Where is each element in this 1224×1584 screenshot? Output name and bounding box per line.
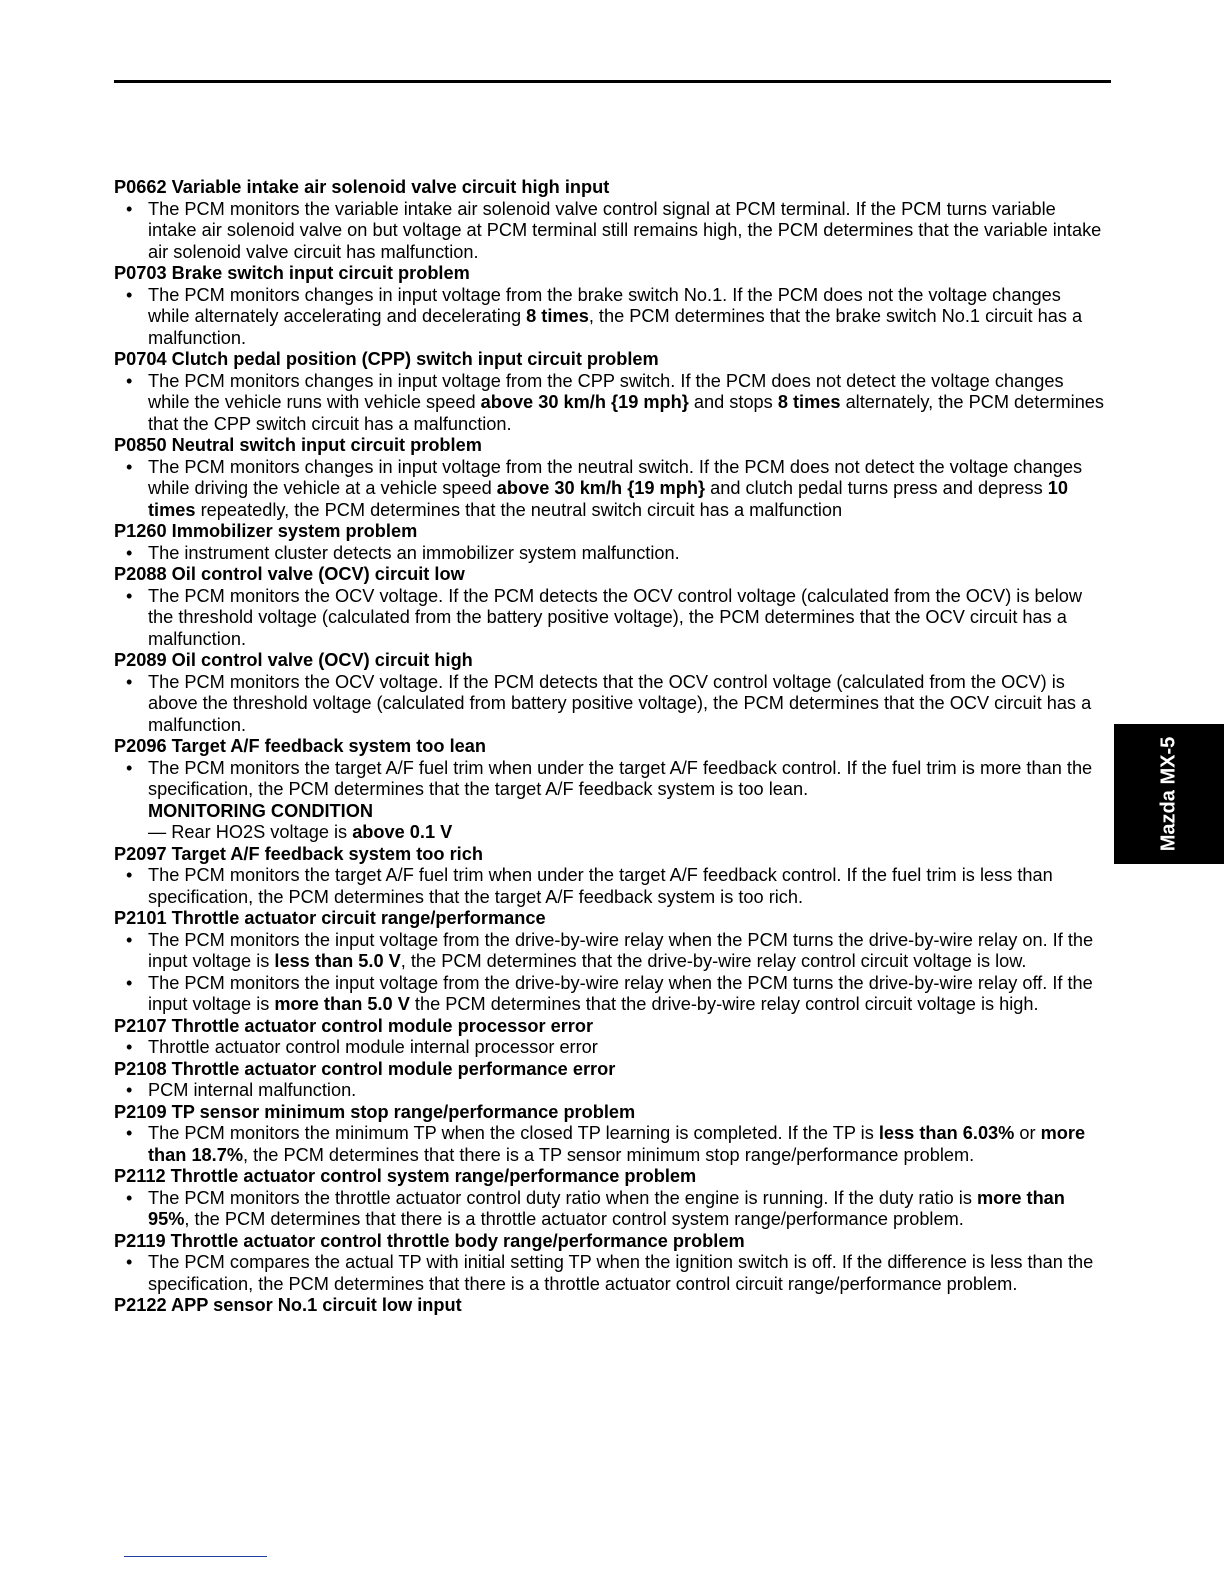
dtc-bullet-list xyxy=(114,285,1104,350)
dtc-bullet-item xyxy=(148,930,1104,973)
dtc-section-title: P2107 Throttle actuator control module processor error xyxy=(114,1015,594,1036)
dtc-bullet-item xyxy=(148,285,1104,350)
text-run: the PCM determines that the drive-by-wire relay control circuit voltage is high. xyxy=(409,994,1039,1014)
text-run: , the PCM determines that there is a throttle actuator control system range/performance problem. xyxy=(184,1209,964,1229)
dtc-bullet-item xyxy=(148,1080,1104,1102)
side-tab-label: Mazda MX-5 xyxy=(1157,736,1180,852)
monitoring-condition-heading: MONITORING CONDITION xyxy=(148,800,373,821)
text-run: Throttle actuator control module internal processor error xyxy=(148,1037,598,1057)
dtc-bullet-item xyxy=(148,865,1104,908)
dtc-bullet-item xyxy=(148,1252,1104,1295)
dtc-section-title: P2101 Throttle actuator circuit range/performance xyxy=(114,908,546,928)
emphasis-value: more than 95% xyxy=(148,1187,1065,1229)
dtc-bullet-item xyxy=(148,973,1104,1016)
dtc-section-title: P0850 Neutral switch input circuit problem xyxy=(114,435,482,455)
text-run: The PCM monitors the variable intake air solenoid valve control signal at PCM terminal. If the PCM turns variable intake air solenoid valve on but voltage at PCM terminal still remains high, the PCM determines that the variable intake air solenoid valve circuit has malfunction. xyxy=(148,198,1102,262)
text-run: The PCM compares the actual TP with initial setting TP when the ignition switch is off. If the difference is less than the specification, the PCM determines that there is a throttle actuator control circuit range/performance problem. xyxy=(148,1252,1094,1294)
emphasis-value: above 0.1 V xyxy=(352,822,453,842)
text-run: The PCM monitors the target A/F fuel trim when under the target A/F feedback control. If the fuel trim is less than specification, the PCM determines that the target A/F feedback system is too rich. xyxy=(148,865,1053,907)
emphasis-value: more than 5.0 V xyxy=(274,994,410,1014)
dtc-bullet-list xyxy=(114,199,1104,264)
dtc-bullet-item xyxy=(148,1123,1104,1166)
text-run: The PCM monitors changes in input voltage from the brake switch No.1. If the PCM does not the voltage changes while alternately accelerating and decelerating xyxy=(148,284,1061,326)
emphasis-value: 8 times xyxy=(777,392,841,412)
footer-link-rule xyxy=(124,1556,267,1557)
text-run: PCM internal malfunction. xyxy=(148,1080,357,1100)
text-run: , the PCM determines that the drive-by-wire relay control circuit voltage is low. xyxy=(400,951,1027,971)
dtc-bullet-item xyxy=(148,758,1104,844)
text-run: The PCM monitors the OCV voltage. If the PCM detects that the OCV control voltage (calculated from the OCV) is above the threshold voltage (calculated from battery positive voltage), the PCM determines that the OCV circuit has a malfunction. xyxy=(148,671,1092,735)
dtc-bullet-list xyxy=(114,1188,1104,1231)
dtc-bullet-list xyxy=(114,457,1104,522)
dtc-bullet-item xyxy=(148,586,1104,651)
dtc-bullet-list xyxy=(114,1123,1104,1166)
dtc-section-title: P0662 Variable intake air solenoid valve circuit high input xyxy=(114,177,610,197)
dtc-bullet-item xyxy=(148,672,1104,737)
dtc-section-title: P2096 Target A/F feedback system too lean xyxy=(114,736,486,756)
dtc-section-title: P2089 Oil control valve (OCV) circuit high xyxy=(114,650,473,670)
emphasis-value: 10 times xyxy=(148,478,1069,520)
monitoring-condition-item xyxy=(148,822,1104,844)
dtc-bullet-list xyxy=(114,865,1104,908)
text-run: , the PCM determines that there is a TP sensor minimum stop range/performance problem. xyxy=(243,1144,975,1165)
text-run: The PCM monitors the input voltage from the drive-by-wire relay when the PCM turns the drive-by-wire relay off. If the input voltage is xyxy=(148,972,1093,1014)
emphasis-value: less than 6.03% xyxy=(878,1123,1015,1143)
emphasis-value: less than 5.0 V xyxy=(274,951,401,971)
text-run: — Rear HO2S voltage is xyxy=(148,822,353,842)
dtc-bullet-list xyxy=(114,1037,1104,1059)
emphasis-value: above 30 km/h {19 mph} xyxy=(480,392,689,412)
text-run: or xyxy=(1014,1123,1041,1143)
dtc-section-title: P2119 Throttle actuator control throttle body range/performance problem xyxy=(114,1230,745,1251)
text-run: , the PCM determines that the brake switch No.1 circuit has a malfunction. xyxy=(148,306,1083,348)
dtc-bullet-list xyxy=(114,1252,1104,1295)
emphasis-value: more than 18.7% xyxy=(148,1123,1086,1165)
text-run: repeatedly, the PCM determines that the neutral switch circuit has a malfunction xyxy=(195,499,843,520)
dtc-bullet-item xyxy=(148,1037,1104,1059)
text-run: The PCM monitors the input voltage from the drive-by-wire relay when the PCM turns the drive-by-wire relay on. If the input voltage is xyxy=(148,929,1094,971)
header-rule xyxy=(114,80,1111,83)
dtc-section-title: P0704 Clutch pedal position (CPP) switch input circuit problem xyxy=(114,349,659,369)
emphasis-value: 8 times xyxy=(526,306,589,326)
text-run: The PCM monitors changes in input voltage from the CPP switch. If the PCM does not detect the voltage changes while the vehicle runs with vehicle speed xyxy=(148,370,1064,412)
dtc-section-title: P2088 Oil control valve (OCV) circuit low xyxy=(114,564,465,584)
dtc-bullet-list xyxy=(114,371,1104,436)
dtc-bullet-item xyxy=(148,1188,1104,1231)
dtc-description-list xyxy=(114,177,1104,1317)
text-run: The PCM monitors the OCV voltage. If the PCM detects the OCV control voltage (calculated from the OCV) is below the threshold voltage (calculated from the battery positive voltage), the PCM determines that the OCV circuit has a malfunction. xyxy=(148,585,1083,649)
dtc-bullet-list xyxy=(114,586,1104,651)
dtc-section-title: P2108 Throttle actuator control module performance error xyxy=(114,1058,616,1079)
dtc-bullet-item xyxy=(148,543,1104,565)
text-run: and clutch pedal turns press and depress xyxy=(705,478,1048,498)
text-run: The PCM monitors the target A/F fuel trim when under the target A/F feedback control. If the fuel trim is more than the specification, the PCM determines that the target A/F feedback system is too lean. xyxy=(148,757,1093,799)
dtc-bullet-list xyxy=(114,1080,1104,1102)
dtc-bullet-item xyxy=(148,457,1104,522)
dtc-bullet-list xyxy=(114,758,1104,844)
dtc-section-title: P0703 Brake switch input circuit problem xyxy=(114,263,470,283)
dtc-section-title: P2097 Target A/F feedback system too rich xyxy=(114,843,483,864)
dtc-bullet-list xyxy=(114,543,1104,565)
dtc-section-title: P2109 TP sensor minimum stop range/performance problem xyxy=(114,1101,636,1122)
dtc-section-title: P1260 Immobilizer system problem xyxy=(114,521,418,541)
dtc-bullet-item xyxy=(148,199,1104,264)
dtc-bullet-item xyxy=(148,371,1104,436)
text-run: The PCM monitors the minimum TP when the closed TP learning is completed. If the TP is xyxy=(148,1123,879,1143)
text-run: and stops xyxy=(688,392,778,412)
dtc-section-title: P2122 APP sensor No.1 circuit low input xyxy=(114,1295,462,1315)
text-run: alternately, the PCM determines that the CPP switch circuit has a malfunction. xyxy=(148,392,1105,434)
text-run: The PCM monitors changes in input voltage from the neutral switch. If the PCM does not detect the voltage changes while driving the vehicle at a vehicle speed xyxy=(148,456,1083,498)
emphasis-value: above 30 km/h {19 mph} xyxy=(496,478,706,498)
section-side-tab xyxy=(1114,724,1224,864)
dtc-bullet-list xyxy=(114,672,1104,737)
text-run: The instrument cluster detects an immobilizer system malfunction. xyxy=(148,542,680,563)
dtc-bullet-list xyxy=(114,930,1104,1016)
text-run: The PCM monitors the throttle actuator control duty ratio when the engine is running. If the duty ratio is xyxy=(148,1187,977,1208)
dtc-section-title: P2112 Throttle actuator control system range/performance problem xyxy=(114,1166,697,1186)
